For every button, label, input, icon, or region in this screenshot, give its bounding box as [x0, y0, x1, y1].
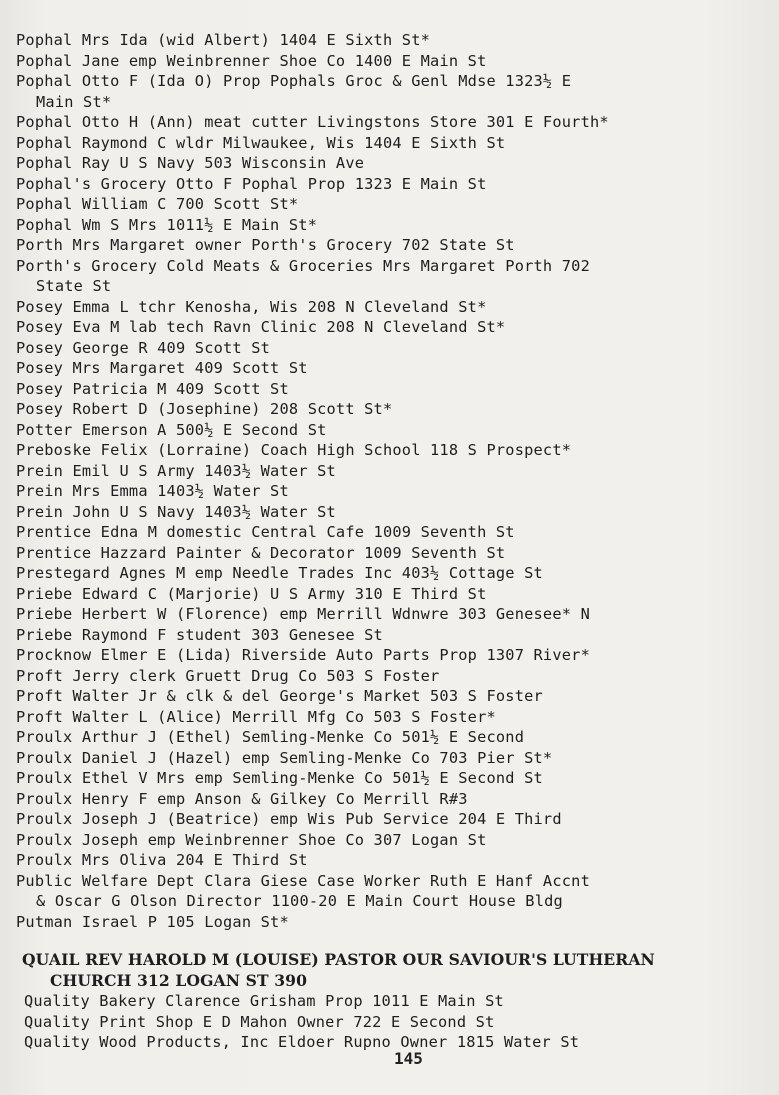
entry-text: Prentice Edna M domestic Central Cafe 1009 Seventh St [16, 523, 515, 541]
entry-text: Posey Patricia M 409 Scott St [16, 379, 289, 398]
entry-text: Preboske Felix (Lorraine) Coach High School 118 S Prospect* [16, 441, 572, 459]
entry-text: Quality Wood Products, Inc Eldoer Rupno Owner 1815 Water St [24, 1033, 580, 1051]
entry-text: Pophal Mrs Ida (wid Albert) 1404 E Sixth St* [16, 31, 431, 49]
directory-entry [16, 481, 776, 502]
entry-text: Pophal's Grocery Otto F Pophal Prop 1323 E Main St [16, 174, 487, 193]
entry-text: Proulx Joseph J (Beatrice) emp Wis Pub Service 204 E Third [16, 810, 562, 828]
entry-text: Proulx Ethel V Mrs emp Semling-Menke Co 501½ E Second St [16, 769, 543, 787]
spacer [16, 932, 776, 950]
entry-text: Prein Mrs Emma 1403½ Water St [16, 482, 289, 500]
directory-entry [16, 522, 776, 543]
directory-entry [16, 830, 776, 851]
entry-text: Pophal Ray U S Navy 503 Wisconsin Ave [16, 154, 365, 172]
entry-text: Pophal Otto H (Ann) meat cutter Livingstons Store 301 E Fourth* [16, 113, 609, 131]
directory-entry [16, 194, 776, 215]
entry-continuation: & Oscar G Olson Director 1100-20 E Main Court House Bldg [36, 892, 563, 910]
entry-text: Proulx Mrs Oliva 204 E Third St [16, 851, 308, 869]
directory-entry [16, 912, 776, 933]
directory-entry [16, 440, 776, 461]
directory-entry [16, 991, 776, 1012]
directory-entry [16, 809, 776, 830]
entry-continuation: State St [36, 277, 112, 295]
directory-entry [16, 153, 776, 174]
directory-entry [16, 235, 776, 256]
entry-text: Priebe Raymond F student 303 Genesee St [16, 625, 383, 644]
directory-entry [16, 317, 776, 338]
directory-entry [16, 604, 776, 625]
entry-text: Priebe Edward C (Marjorie) U S Army 310 E Third St [16, 584, 487, 603]
entry-text: Procknow Elmer E (Lida) Riverside Auto Parts Prop 1307 River* [16, 646, 590, 664]
directory-entry [16, 174, 776, 195]
entry-text: Proft Walter L (Alice) Merrill Mfg Co 503 S Foster* [16, 707, 496, 726]
directory-entry [16, 133, 776, 154]
directory-entry [16, 399, 776, 420]
entry-text: Priebe Herbert W (Florence) emp Merrill Wdnwre 303 Genesee* N [16, 605, 590, 623]
directory-entry [16, 871, 776, 912]
entry-continuation: Main St* [36, 92, 112, 111]
directory-entries [16, 30, 776, 1053]
entry-text: Pophal Wm S Mrs 1011½ E Main St* [16, 215, 318, 234]
entry-text: QUAIL REV HAROLD M (LOUISE) PASTOR OUR SAVIOUR'S LUTHERAN [22, 950, 655, 969]
entry-text: Posey George R 409 Scott St [16, 338, 271, 357]
entry-text: Public Welfare Dept Clara Giese Case Worker Ruth E Hanf Accnt [16, 871, 590, 890]
entry-text: Pophal Raymond C wldr Milwaukee, Wis 1404 E Sixth St [16, 133, 506, 152]
directory-entry [16, 256, 776, 297]
entry-text: Porth's Grocery Cold Meats & Groceries Mrs Margaret Porth 702 [16, 256, 590, 275]
directory-entry [16, 338, 776, 359]
directory-entry [16, 584, 776, 605]
entry-text: Prentice Hazzard Painter & Decorator 1009 Seventh St [16, 543, 506, 562]
directory-entry [16, 543, 776, 564]
entry-text: Pophal William C 700 Scott St* [16, 195, 299, 213]
directory-entry [16, 645, 776, 666]
directory-entry [16, 379, 776, 400]
entry-text: Posey Mrs Margaret 409 Scott St [16, 359, 308, 377]
directory-entry [16, 461, 776, 482]
directory-entry [16, 707, 776, 728]
directory-entry [16, 1012, 776, 1033]
directory-entry [16, 112, 776, 133]
directory-entry [16, 297, 776, 318]
directory-entry [16, 686, 776, 707]
entry-text: Prein Emil U S Army 1403½ Water St [16, 461, 336, 480]
entry-text: Proulx Arthur J (Ethel) Semling-Menke Co 501½ E Second [16, 728, 525, 746]
directory-entry [16, 850, 776, 871]
entry-text: Pophal Otto F (Ida O) Prop Pophals Groc & Genl Mdse 1323½ E [16, 72, 572, 90]
entry-text: Proulx Henry F emp Anson & Gilkey Co Merrill R#3 [16, 789, 468, 808]
directory-entry [16, 789, 776, 810]
entry-text: Porth Mrs Margaret owner Porth's Grocery 702 State St [16, 236, 515, 254]
page-number: 145 [394, 1049, 423, 1068]
directory-entry [16, 727, 776, 748]
entry-text: Quality Print Shop E D Mahon Owner 722 E Second St [24, 1012, 495, 1031]
entry-text: Posey Emma L tchr Kenosha, Wis 208 N Cleveland St* [16, 297, 487, 316]
directory-entry [16, 625, 776, 646]
entry-text: Putman Israel P 105 Logan St* [16, 912, 289, 931]
directory-entry [16, 358, 776, 379]
entry-text: Proulx Daniel J (Hazel) emp Semling-Menke Co 703 Pier St* [16, 748, 553, 767]
entry-text: Prestegard Agnes M emp Needle Trades Inc 403½ Cottage St [16, 564, 543, 582]
directory-entry [16, 748, 776, 769]
entry-text: Posey Robert D (Josephine) 208 Scott St* [16, 400, 393, 418]
heading-entry [16, 950, 776, 991]
entry-text: Proft Jerry clerk Gruett Drug Co 503 S Foster [16, 666, 440, 685]
directory-entry [16, 420, 776, 441]
directory-entry [16, 51, 776, 72]
entry-text: Proulx Joseph emp Weinbrenner Shoe Co 307 Logan St [16, 830, 487, 849]
directory-entry [16, 666, 776, 687]
entry-text: Posey Eva M lab tech Ravn Clinic 208 N Cleveland St* [16, 318, 506, 336]
directory-entry [16, 30, 776, 51]
directory-entry [16, 768, 776, 789]
directory-entry [16, 563, 776, 584]
directory-entry [16, 215, 776, 236]
entry-text: Quality Bakery Clarence Grisham Prop 1011 E Main St [24, 992, 504, 1010]
entry-text: Potter Emerson A 500½ E Second St [16, 420, 327, 439]
entry-text: Proft Walter Jr & clk & del George's Market 503 S Foster [16, 687, 543, 705]
entry-text: Pophal Jane emp Weinbrenner Shoe Co 1400 E Main St [16, 51, 487, 70]
entry-continuation: CHURCH 312 LOGAN ST 390 [50, 970, 308, 990]
directory-entry [16, 502, 776, 523]
entry-text: Prein John U S Navy 1403½ Water St [16, 502, 336, 521]
directory-entry [16, 71, 776, 112]
